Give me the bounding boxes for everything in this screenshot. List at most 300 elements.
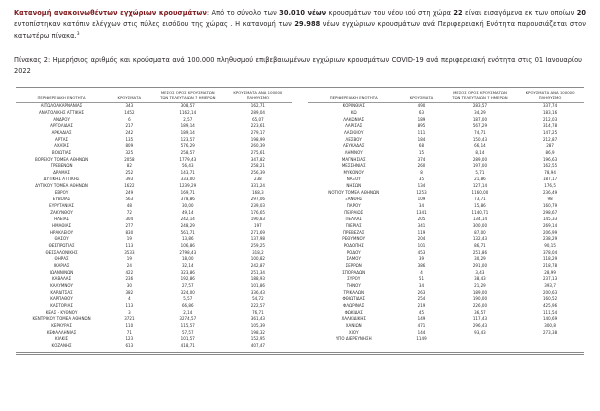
cases-cell: 30 bbox=[126, 283, 132, 288]
row-gap bbox=[292, 157, 308, 164]
cases-cell: 39 bbox=[418, 256, 425, 262]
cases-cell: 254 bbox=[417, 296, 426, 302]
avg7-cell: 323,86 bbox=[180, 269, 195, 275]
avg7-cell: 187,00 bbox=[472, 116, 488, 122]
avg7-cell: 132,43 bbox=[472, 236, 488, 242]
avg7-cell: 1239,29 bbox=[179, 183, 197, 189]
row-gap bbox=[292, 123, 308, 130]
table-row bbox=[16, 296, 584, 303]
avg7-cell: 2,14 bbox=[183, 309, 193, 315]
per100k-cell: 298,67 bbox=[542, 209, 558, 215]
cases-cell: 3533 bbox=[124, 249, 135, 255]
table-row bbox=[16, 203, 584, 210]
per100k-cell: 98 bbox=[547, 196, 553, 202]
cases-cell: 304 bbox=[125, 216, 134, 222]
region-name-cell: ΚΕΑΣ - ΚΥΘΝΟΥ bbox=[45, 309, 78, 315]
region-name-cell: ΗΜΑΘΙΑΣ bbox=[52, 223, 72, 229]
row-gap bbox=[292, 150, 308, 157]
avg7-cell: 8,14 bbox=[475, 149, 485, 155]
cases-cell: 374 bbox=[417, 156, 426, 162]
table-row bbox=[16, 150, 584, 157]
region-name-cell: ΛΕΣΒΟΥ bbox=[345, 136, 362, 142]
region-name-cell: ΚΑΡΠΑΘΟΥ bbox=[50, 296, 73, 302]
header-per100k-left bbox=[224, 90, 292, 103]
table-row bbox=[16, 163, 584, 170]
per100k-cell: 393,7 bbox=[544, 283, 556, 288]
cases-cell: 24 bbox=[126, 263, 132, 268]
table-row bbox=[16, 316, 584, 323]
avg7-cell: 115,57 bbox=[180, 323, 195, 328]
row-gap bbox=[292, 316, 308, 323]
region-name-cell: ΛΑΚΩΝΙΑΣ bbox=[343, 116, 365, 122]
region-name-cell: ΘΕΣΠΡΩΤΙΑΣ bbox=[48, 243, 75, 249]
header-avg7-left-line2: ΤΩΝ ΤΕΛΕΥΤΑΙΩΝ 7 ΗΜΕΡΩΝ bbox=[160, 94, 216, 100]
region-name-cell: ΚΑΒΑΛΑΣ bbox=[52, 276, 72, 282]
region-name-cell: ΑΧΑΪΑΣ bbox=[54, 143, 70, 149]
region-name-cell: ΒΟΡΕΙΟΥ ΤΟΜΕΑ ΑΘΗΝΩΝ bbox=[34, 156, 89, 162]
per100k-cell: 378,04 bbox=[542, 249, 558, 255]
row-gap bbox=[292, 263, 308, 270]
region-name-cell: ΚΕΝΤΡΙΚΟΥ ΤΟΜΕΑ ΑΘΗΝΩΝ bbox=[32, 316, 91, 322]
cases-cell: 217 bbox=[125, 123, 134, 129]
per100k-cell: 105,39 bbox=[250, 323, 266, 328]
per100k-cell: 347,82 bbox=[250, 156, 266, 162]
table-row bbox=[16, 243, 584, 250]
per100k-cell: 190,83 bbox=[250, 216, 266, 222]
row-gap bbox=[292, 243, 308, 250]
per100k-cell: 237,13 bbox=[542, 276, 558, 282]
cases-cell: 252 bbox=[125, 169, 134, 175]
per100k-cell: 140,69 bbox=[542, 316, 558, 322]
region-name-cell: ΧΑΛΚΙΔΙΚΗΣ bbox=[341, 316, 366, 322]
header-region-right: ΠΕΡΙΦΕΡΕΙΑΚΗ ΕΝΟΤΗΤΑ bbox=[308, 90, 399, 103]
per100k-cell: 86,9 bbox=[545, 149, 555, 155]
avg7-cell: 106,86 bbox=[180, 243, 195, 249]
avg7-cell: 18,00 bbox=[181, 256, 194, 262]
table-body bbox=[16, 103, 584, 350]
region-name-cell: ΚΕΡΚΥΡΑΣ bbox=[51, 323, 72, 328]
table-row bbox=[16, 170, 584, 177]
region-name-cell: ΑΡΓΟΛΙΔΑΣ bbox=[50, 123, 73, 129]
avg7-cell: 30,00 bbox=[181, 203, 194, 209]
region-name-cell: ΥΠΟ ΔΙΕΡΕΥΝΗΣΗ bbox=[335, 336, 372, 342]
avg7-cell: 169,71 bbox=[180, 189, 195, 195]
row-gap bbox=[292, 283, 308, 290]
avg7-cell: 143,71 bbox=[180, 169, 195, 175]
cases-cell: 111 bbox=[417, 129, 426, 135]
per100k-cell: 198,99 bbox=[250, 136, 266, 142]
avg7-cell: 93,43 bbox=[474, 329, 486, 335]
avg7-cell: 3274,57 bbox=[179, 316, 197, 322]
avg7-cell: 101,57 bbox=[180, 336, 195, 342]
avg7-cell: 38,43 bbox=[474, 276, 486, 282]
table-row bbox=[16, 110, 584, 117]
per100k-cell: 300,8 bbox=[544, 323, 556, 328]
per100k-cell: 101,86 bbox=[250, 283, 266, 288]
region-name-cell: ΚΟΡΙΝΘΙΑΣ bbox=[342, 103, 365, 109]
avg7-cell: 296,43 bbox=[472, 323, 488, 328]
table-row bbox=[16, 236, 584, 243]
per100k-cell: 145,33 bbox=[542, 216, 558, 222]
avg7-cell: 5,71 bbox=[475, 169, 485, 175]
avg7-cell: 123,57 bbox=[180, 136, 195, 142]
cases-cell: 1341 bbox=[416, 209, 427, 215]
cases-cell: 123 bbox=[125, 336, 134, 342]
intro-part1: : Από το σύνολο των bbox=[206, 9, 280, 17]
per100k-cell bbox=[516, 336, 584, 343]
region-name-cell: ΛΑΣΙΘΙΟΥ bbox=[344, 129, 364, 135]
table-row bbox=[16, 177, 584, 184]
per100k-cell: 251,34 bbox=[250, 269, 266, 275]
cases-cell: 263 bbox=[417, 289, 426, 295]
table-bottom-rule-secondary bbox=[16, 354, 584, 355]
avg7-cell: 300,00 bbox=[472, 223, 488, 229]
cases-cell: 471 bbox=[417, 323, 426, 328]
per100k-cell: 318,2 bbox=[252, 249, 264, 255]
row-gap bbox=[292, 183, 308, 190]
region-name-cell: ΒΟΙΩΤΙΑΣ bbox=[51, 149, 72, 155]
per100k-cell: 111,54 bbox=[542, 309, 558, 315]
table-row bbox=[16, 157, 584, 164]
per100k-cell: 260,39 bbox=[250, 143, 266, 149]
table-row bbox=[16, 183, 584, 190]
cases-cell: 135 bbox=[125, 136, 134, 142]
row-gap bbox=[292, 117, 308, 124]
per100k-cell: 269,14 bbox=[542, 223, 558, 229]
region-name-cell: ΣΠΟΡΑΔΩΝ bbox=[342, 269, 366, 275]
per100k-cell: 238,29 bbox=[542, 236, 558, 242]
per100k-cell: 197 bbox=[254, 223, 262, 229]
region-name-cell: ΝΗΣΩΝ bbox=[346, 183, 362, 189]
cases-cell: 242 bbox=[125, 129, 134, 135]
per100k-cell: 259,25 bbox=[250, 243, 266, 249]
avg7-cell: 134,14 bbox=[472, 216, 488, 222]
region-name-cell: ΠΡΕΒΕΖΑΣ bbox=[342, 229, 365, 235]
per100k-cell: 187,17 bbox=[542, 176, 558, 182]
per100k-cell: 137,98 bbox=[250, 236, 266, 242]
per100k-cell: 200,63 bbox=[542, 289, 558, 295]
per100k-cell: 222,57 bbox=[250, 303, 266, 308]
avg7-cell: 1162,14 bbox=[179, 110, 197, 115]
per100k-cell: 336,43 bbox=[250, 289, 266, 295]
region-name-cell: ΔΥΤΙΚΗΣ ΑΤΤΙΚΗΣ bbox=[43, 176, 80, 182]
cases-cell: 343 bbox=[125, 103, 134, 109]
cases-cell: 71 bbox=[126, 329, 132, 335]
table-row bbox=[16, 290, 584, 297]
region-name-cell: ΚΕΦΑΛΛΗΝΙΑΣ bbox=[46, 329, 77, 335]
header-per100k-right bbox=[516, 90, 584, 103]
per100k-cell: 218,78 bbox=[542, 263, 558, 268]
region-name-cell: ΠΕΛΛΑΣ bbox=[345, 216, 362, 222]
per100k-cell: 198,32 bbox=[250, 329, 266, 335]
table-row bbox=[16, 276, 584, 283]
cases-cell: 113 bbox=[125, 303, 134, 308]
avg7-cell: 1160,00 bbox=[471, 189, 489, 195]
intro-lead-label: Κατανομή ανακοινωθέντων εγχώριων κρουσμάτων bbox=[14, 9, 207, 17]
region-name-cell: ΚΑΡΔΙΤΣΑΣ bbox=[50, 289, 73, 295]
avg7-cell: 258,57 bbox=[180, 149, 195, 155]
row-gap bbox=[292, 250, 308, 257]
avg7-cell: 73,71 bbox=[474, 196, 486, 202]
per100k-cell: 152,95 bbox=[250, 336, 266, 342]
region-name-cell: ΕΥΡΥΤΑΝΙΑΣ bbox=[49, 203, 74, 209]
table-row bbox=[16, 310, 584, 317]
cases-cell: 19 bbox=[126, 236, 132, 242]
row-gap bbox=[292, 323, 308, 330]
region-name-cell: ΞΑΝΘΗΣ bbox=[345, 196, 363, 202]
avg7-cell: 127,14 bbox=[472, 183, 488, 189]
region-name-cell: ΣΑΜΟΥ bbox=[346, 256, 361, 262]
table-row bbox=[16, 143, 584, 150]
table-row bbox=[16, 123, 584, 130]
cases-cell: 830 bbox=[125, 229, 134, 235]
row-gap bbox=[292, 203, 308, 210]
cases-cell: 149 bbox=[417, 316, 426, 322]
avg7-cell: 3,43 bbox=[475, 269, 485, 275]
region-name-cell: ΓΡΕΒΕΝΩΝ bbox=[50, 163, 73, 169]
cases-cell: 1253 bbox=[416, 189, 427, 195]
avg7-cell: 289,00 bbox=[472, 156, 488, 162]
avg7-cell: 226,00 bbox=[472, 303, 488, 308]
per100k-cell: 289,04 bbox=[250, 110, 266, 115]
cases-cell: 2058 bbox=[124, 156, 135, 162]
region-name-cell bbox=[308, 343, 399, 350]
row-gap bbox=[292, 276, 308, 283]
row-gap bbox=[292, 103, 308, 110]
per100k-cell: 118,29 bbox=[542, 256, 558, 262]
cases-cell: 144 bbox=[417, 329, 426, 335]
region-name-cell: ΧΑΝΙΩΝ bbox=[345, 323, 362, 328]
cases-cell: 109 bbox=[417, 196, 426, 202]
avg7-cell: 576,29 bbox=[180, 143, 195, 149]
cases-cell: 277 bbox=[125, 223, 134, 229]
region-name-cell: ΠΕΙΡΑΙΩΣ bbox=[344, 209, 364, 215]
region-name-cell: ΤΡΙΚΑΛΩΝ bbox=[343, 289, 364, 295]
cases-cell: 260 bbox=[417, 163, 426, 169]
row-gap bbox=[292, 223, 308, 230]
cases-cell: 34 bbox=[418, 203, 425, 209]
row-gap bbox=[292, 310, 308, 317]
region-name-cell: ΚΑΣΤΟΡΙΑΣ bbox=[50, 303, 73, 308]
per100k-cell: 314,78 bbox=[542, 123, 558, 129]
region-name-cell: ΚΟΖΑΝΗΣ bbox=[51, 342, 72, 348]
row-gap bbox=[292, 190, 308, 197]
avg7-cell: 57,57 bbox=[181, 329, 194, 335]
cases-cell: 15 bbox=[418, 149, 425, 155]
cases-cell: 422 bbox=[125, 269, 134, 275]
cases-cell: 63 bbox=[418, 110, 425, 115]
avg7-cell: 66,86 bbox=[181, 303, 194, 308]
per100k-cell: 275,61 bbox=[250, 149, 266, 155]
cases-cell bbox=[399, 343, 443, 350]
row-gap bbox=[292, 296, 308, 303]
intro-gateway-value: 20 bbox=[576, 9, 586, 17]
row-gap bbox=[292, 130, 308, 137]
per100k-cell: 287 bbox=[546, 143, 554, 149]
per100k-cell: 90,15 bbox=[544, 243, 556, 249]
table-row bbox=[16, 336, 584, 343]
table-row bbox=[16, 130, 584, 137]
region-name-cell: ΗΛΕΙΑΣ bbox=[54, 216, 70, 222]
row-gap bbox=[292, 177, 308, 184]
per100k-cell: 196,63 bbox=[542, 156, 558, 162]
intro-part3: είναι εισαγόμενα εκ των οποίων bbox=[462, 9, 577, 17]
avg7-cell: 197,00 bbox=[472, 163, 488, 169]
per100k-cell: 361,43 bbox=[250, 316, 266, 322]
row-gap bbox=[292, 330, 308, 337]
cases-cell: 895 bbox=[417, 123, 426, 129]
region-name-cell: ΑΡΤΑΣ bbox=[55, 136, 69, 142]
region-name-cell: ΠΑΡΟΥ bbox=[346, 203, 361, 209]
table-row bbox=[16, 343, 584, 350]
cases-cell: 4 bbox=[128, 296, 131, 302]
avg7-cell: 5,57 bbox=[183, 296, 193, 302]
header-avg7-right-line2: ΤΩΝ ΤΕΛΕΥΤΑΙΩΝ 7 ΗΜΕΡΩΝ bbox=[452, 94, 508, 100]
region-name-cell: ΤΗΝΟΥ bbox=[346, 283, 361, 288]
cases-cell: 325 bbox=[125, 149, 134, 155]
row-gap bbox=[292, 210, 308, 217]
avg7-cell: 30,29 bbox=[474, 256, 486, 262]
per100k-cell: 425,96 bbox=[542, 303, 558, 308]
cases-cell: 134 bbox=[417, 183, 426, 189]
header-per100k-left-line1: ΚΡΟΥΣΜΑΤΑ ΑΝΑ 100000 bbox=[233, 89, 283, 95]
avg7-cell: 333,00 bbox=[180, 176, 195, 182]
region-name-cell: ΝΟΤΙΟΥ ΤΟΜΕΑ ΑΘΗΝΩΝ bbox=[328, 189, 380, 195]
cases-cell: 3721 bbox=[124, 316, 135, 322]
region-name-cell: ΕΥΒΟΙΑΣ bbox=[52, 196, 71, 202]
region-name-cell: ΗΡΑΚΛΕΙΟΥ bbox=[49, 229, 74, 235]
avg7-cell: 13,86 bbox=[181, 236, 194, 242]
per100k-cell: 160,79 bbox=[542, 203, 558, 209]
region-name-cell: ΛΑΡΙΣΑΣ bbox=[345, 123, 363, 129]
region-name-cell: ΑΝΔΡΟΥ bbox=[53, 116, 70, 122]
per100k-cell: 76,71 bbox=[252, 309, 264, 315]
cases-cell: 6 bbox=[128, 116, 131, 122]
cases-cell: 453 bbox=[417, 249, 426, 255]
table-row bbox=[16, 210, 584, 217]
cases-cell: 110 bbox=[125, 323, 134, 328]
header-cases-left: ΚΡΟΥΣΜΑΤΑ bbox=[107, 90, 151, 103]
cases-cell: 236 bbox=[125, 276, 134, 282]
cases-cell: 113 bbox=[125, 243, 134, 249]
intro-imported-value: 22 bbox=[453, 9, 463, 17]
avg7-cell: 189,14 bbox=[180, 129, 195, 135]
avg7-cell: 189,14 bbox=[180, 123, 195, 129]
avg7-cell: 32,14 bbox=[181, 263, 194, 268]
region-name-cell: ΦΛΩΡΙΝΑΣ bbox=[343, 303, 365, 308]
cases-cell: 3 bbox=[128, 309, 131, 315]
region-name-cell: ΚΩ bbox=[350, 110, 357, 115]
region-name-cell: ΣΥΡΟΥ bbox=[347, 276, 361, 282]
per100k-cell: 206,99 bbox=[542, 229, 558, 235]
avg7-cell: 418,71 bbox=[180, 342, 195, 348]
per100k-cell: 256,39 bbox=[250, 169, 266, 175]
header-avg7-right-line1: ΜΕΣΟΣ ΟΡΟΣ ΚΡΟΥΣΜΑΤΩΝ bbox=[453, 89, 507, 95]
avg7-cell: 34,29 bbox=[474, 110, 486, 115]
row-gap bbox=[292, 110, 308, 117]
per100k-cell: 168,3 bbox=[252, 189, 264, 195]
per100k-cell: 273,38 bbox=[542, 329, 558, 335]
per100k-cell: 212,87 bbox=[542, 136, 558, 142]
table-row bbox=[16, 117, 584, 124]
column-gap bbox=[292, 90, 308, 103]
avg7-cell: 192,86 bbox=[180, 276, 195, 282]
intro-paragraph bbox=[14, 8, 586, 42]
avg7-cell: 15,86 bbox=[474, 203, 486, 209]
cases-cell: 48 bbox=[126, 203, 132, 209]
region-name-cell: ΘΗΡΑΣ bbox=[54, 256, 69, 262]
avg7-cell bbox=[444, 336, 516, 343]
row-gap bbox=[292, 336, 308, 343]
cases-cell: 219 bbox=[417, 303, 426, 308]
avg7-cell: 117,43 bbox=[472, 316, 488, 322]
cases-cell: 189 bbox=[417, 116, 426, 122]
cases-cell: 119 bbox=[417, 229, 426, 235]
per100k-cell: 242,87 bbox=[250, 263, 266, 268]
region-name-cell: ΘΑΣΟΥ bbox=[54, 236, 69, 242]
cases-cell: 35 bbox=[418, 176, 425, 182]
region-name-cell: ΔΡΑΜΑΣ bbox=[53, 169, 70, 175]
per100k-cell: 188,93 bbox=[250, 276, 266, 282]
avg7-cell: 190,00 bbox=[472, 296, 488, 302]
region-name-cell: ΖΑΚΥΝΘΟΥ bbox=[50, 209, 73, 215]
per100k-cell: 212,03 bbox=[542, 116, 558, 122]
row-gap bbox=[292, 290, 308, 297]
avg7-cell: 86,71 bbox=[474, 243, 486, 249]
cases-cell: 101 bbox=[417, 243, 426, 249]
avg7-cell: 21,29 bbox=[474, 283, 486, 288]
footnote-marker: 3 bbox=[76, 31, 80, 37]
avg7-cell bbox=[444, 343, 516, 350]
avg7-cell: 291,00 bbox=[472, 263, 488, 268]
row-gap bbox=[292, 270, 308, 277]
per100k-cell: 100,82 bbox=[250, 256, 266, 262]
per100k-cell: 238 bbox=[254, 176, 262, 182]
table-row bbox=[16, 223, 584, 230]
per100k-cell: 147,25 bbox=[542, 129, 558, 135]
table-row bbox=[16, 283, 584, 290]
row-gap bbox=[292, 137, 308, 144]
table-row bbox=[16, 323, 584, 330]
cases-cell: 82 bbox=[126, 163, 132, 169]
region-name-cell: ΡΟΔΟΥ bbox=[346, 249, 361, 255]
avg7-cell: 251,86 bbox=[472, 249, 488, 255]
avg7-cell: 1779,43 bbox=[179, 156, 197, 162]
avg7-cell: 308,57 bbox=[180, 103, 195, 109]
cases-cell: 393 bbox=[125, 176, 134, 182]
avg7-cell: 56,43 bbox=[181, 163, 194, 169]
avg7-cell: 283,57 bbox=[472, 103, 488, 109]
header-avg7-left bbox=[152, 90, 224, 103]
cases-cell: 809 bbox=[125, 143, 134, 149]
per100k-cell: 239,03 bbox=[250, 203, 266, 209]
cases-cell: 45 bbox=[418, 309, 425, 315]
avg7-cell: 378,86 bbox=[180, 196, 195, 202]
intro-part5: νέων εγχώριων κρουσμάτων ανά Περιφερειακή Ενότητα παρουσιάζεται στον κατωτέρω πίνακα. bbox=[14, 20, 586, 40]
table-row bbox=[16, 263, 584, 270]
avg7-cell: 567,29 bbox=[472, 123, 488, 129]
region-name-cell: ΕΒΡΟΥ bbox=[54, 189, 69, 195]
per100k-cell: 28,99 bbox=[544, 269, 556, 275]
per100k-cell: 297,06 bbox=[250, 196, 266, 202]
table-row bbox=[16, 217, 584, 224]
avg7-cell: 49,14 bbox=[181, 209, 194, 215]
region-name-cell: ΚΑΛΥΜΝΟΥ bbox=[50, 283, 74, 288]
row-gap bbox=[292, 343, 308, 350]
per100k-cell: 223,61 bbox=[250, 123, 266, 129]
table-row bbox=[16, 270, 584, 277]
cases-cell: 341 bbox=[417, 223, 426, 229]
